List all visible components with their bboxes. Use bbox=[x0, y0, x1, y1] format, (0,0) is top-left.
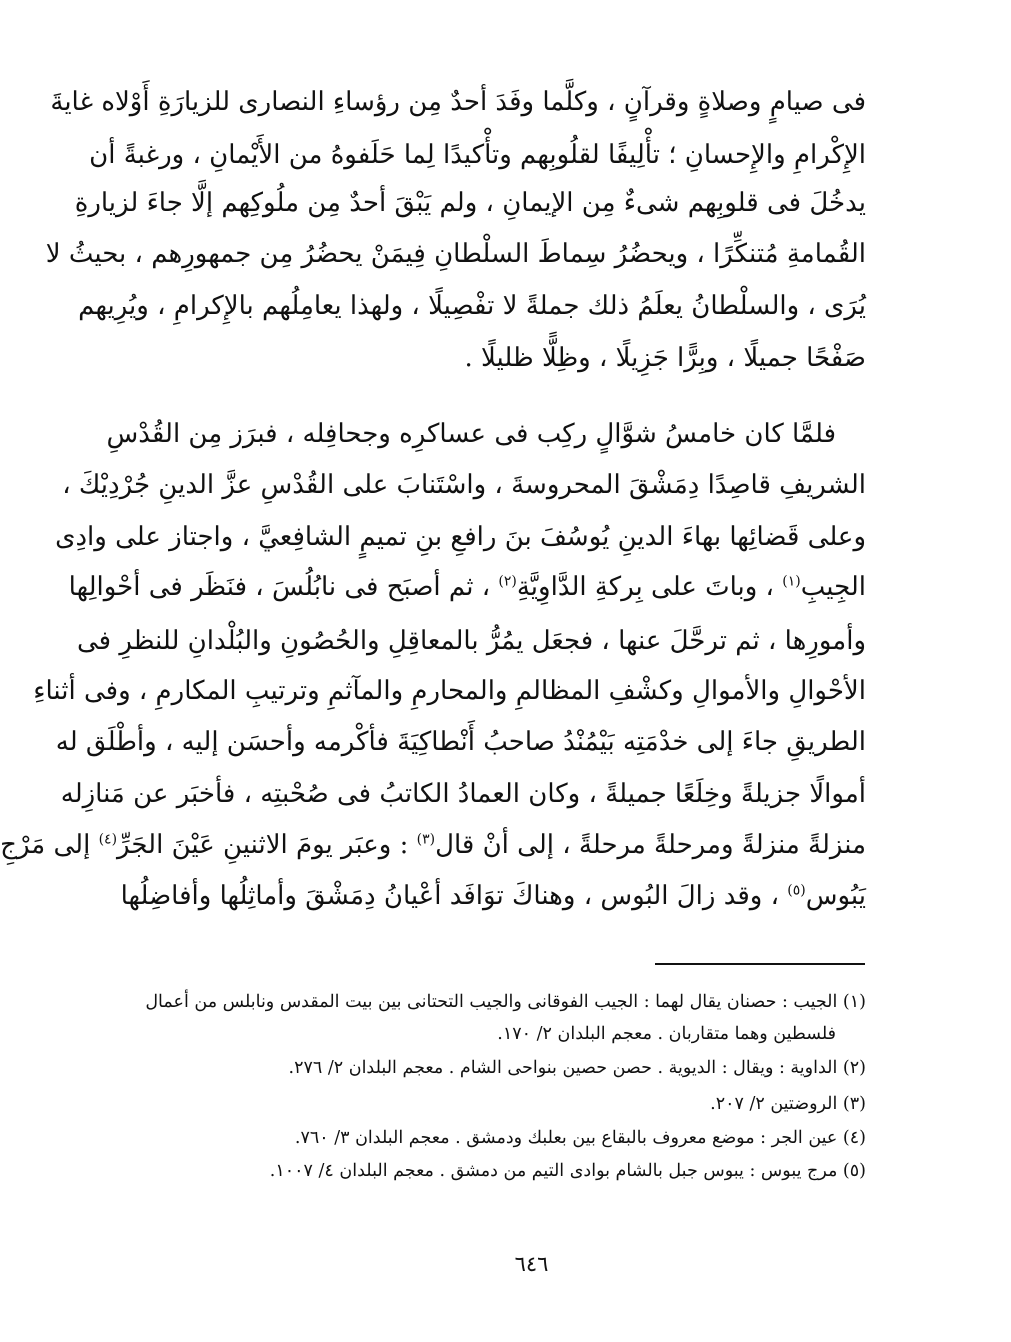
text-fragment: ، ثم أصبَح فى نابُلُسَ ، فنَظَر فى أحْوالِها bbox=[68, 572, 491, 602]
text-fragment: إلى مَرْجِ bbox=[0, 830, 91, 860]
text-fragment: ، وقد زالَ البُوس ، وهناكَ توَافَد أعْيانُ دِمَشْقَ وأماثِلُها وأفاضِلُها bbox=[120, 881, 779, 911]
text-fragment: الجِيبِ bbox=[800, 572, 866, 602]
text-line: يُرَى ، والسلْطانُ يعلَمُ ذلك جملةً لا تفْصِيلًا ، ولهذا يعامِلُهم بالإِكرامِ ، ويُرِيهم bbox=[78, 291, 866, 321]
text-line-with-notes bbox=[68, 567, 866, 607]
footnote-line: (٤) عين الجر : موضع معروف بالبقاع بين بعلبك ودمشق . معجم البلدان ٣/ ٧٦٠. bbox=[294, 1128, 866, 1148]
text-line: وأمورِها ، ثم ترحَّلَ عنها ، فجعَل يمُرُّ بالمعاقِلِ والحُصُونِ والبُلْدانِ للنظرِ فى bbox=[76, 626, 866, 656]
text-fragment: منزلةً منزلةً ومرحلةً مرحلةً ، إلى أنْ قال bbox=[435, 830, 866, 860]
page-number: ٦٤٦ bbox=[514, 1252, 549, 1276]
text-line: الطريقِ جاءَ إلى خدْمَتِه بَيْمُنْدُ صاحبُ أَنْطاكِيَةَ فأكْرمه وأحسَن إليه ، وأطْلَق له bbox=[55, 727, 866, 757]
footnote-ref: (١) bbox=[782, 573, 801, 590]
text-line-with-notes bbox=[120, 876, 866, 916]
footnote-ref: (٥) bbox=[787, 882, 806, 899]
text-line: فى صيامٍ وصلاةٍ وقرآنٍ ، وكلَّما وفَدَ أحدٌ مِن رؤساءِ النصارى للزيارَةِ أَوْلاه غايةَ bbox=[50, 87, 866, 117]
footnote-line: (٢) الداوية : ويقال : الديوية . حصن حصين بنواحى الشام . معجم البلدان ٢/ ٢٧٦. bbox=[288, 1058, 866, 1078]
footnote-line: فلسطين وهما متقاربان . معجم البلدان ٢/ ١٧٠. bbox=[497, 1024, 836, 1044]
text-fragment: : وعبَر يومَ الاثنينِ عَيْنَ الجَرِّ bbox=[117, 830, 409, 860]
text-line: القُمامةِ مُتنكِّرًا ، ويحضُرُ سِماطَ السلْطانِ فِيمَنْ يحضُرُ مِن جمهورِهم ، بحيثُ لا bbox=[45, 239, 866, 269]
text-line: صَفْحًا جميلًا ، وبِرًّا جَزِيلًا ، وظِلًّا ظليلًا . bbox=[464, 343, 866, 373]
text-line: يدخُلَ فى قلوبِهم شىءٌ مِن الإيمانِ ، ولم يَبْقَ أحدٌ مِن ملُوكِهم إلَّا جاءَ لزيارةِ bbox=[74, 188, 866, 218]
footnote-ref: (٢) bbox=[498, 573, 517, 590]
text-line-with-notes bbox=[0, 825, 866, 865]
text-line: الإِكْرامِ والإِحسانِ ؛ تأْلِيفًا لقلُوبِهم وتأْكيدًا لِما حَلَفوهُ من الأَيْمانِ ، ورغبةً أن bbox=[89, 140, 866, 170]
footnote-ref: (٤) bbox=[98, 831, 118, 848]
paragraph-first-line: فلمَّا كان خامسُ شوَّالٍ ركِب فى عساكرِه وجحافِله ، فبرَز مِن القُدْسِ bbox=[106, 419, 836, 449]
text-line: الأحْوالِ والأموالِ وكشْفِ المظالمِ والمحارمِ والمآثمِ وترتيبِ المكارمِ ، وفى أثناءِ bbox=[33, 676, 866, 706]
footnote-separator bbox=[655, 963, 865, 965]
text-fragment: ، وباتَ على بِركةِ الدَّاوِيَّةِ bbox=[516, 572, 774, 602]
text-line: وعلى قَضائِها بهاءَ الدينِ يُوسُفَ بنَ رافعِ بنِ تميمٍ الشافِعيَّ ، واجتاز على وادِى bbox=[55, 522, 866, 552]
footnote-line: (١) الجيب : حصنان يقال لهما : الجيب الفوقانى والجيب التحتانى بين بيت المقدس ونابلس من أعمال bbox=[145, 992, 866, 1012]
text-line: الشريفِ قاصِدًا دِمَشْقَ المحروسةَ ، واسْتَنابَ على القُدْسِ عزَّ الدينِ جُرْدِيْكَ ، bbox=[62, 470, 866, 500]
footnote-line: (٣) الروضتين ٢/ ٢٠٧. bbox=[710, 1094, 866, 1114]
text-line: أموالًا جزيلةً وخِلَعًا جميلةً ، وكان العمادُ الكاتبُ فى صُحْبتِه ، فأخبَر عن مَنازِله bbox=[60, 779, 866, 809]
footnote-line: (٥) مرج يبوس : يبوس جبل بالشام بوادى التيم من دمشق . معجم البلدان ٤/ ١٠٠٧. bbox=[269, 1161, 866, 1181]
footnote-ref: (٣) bbox=[416, 831, 436, 848]
text-fragment: يَبُوس bbox=[805, 881, 866, 911]
